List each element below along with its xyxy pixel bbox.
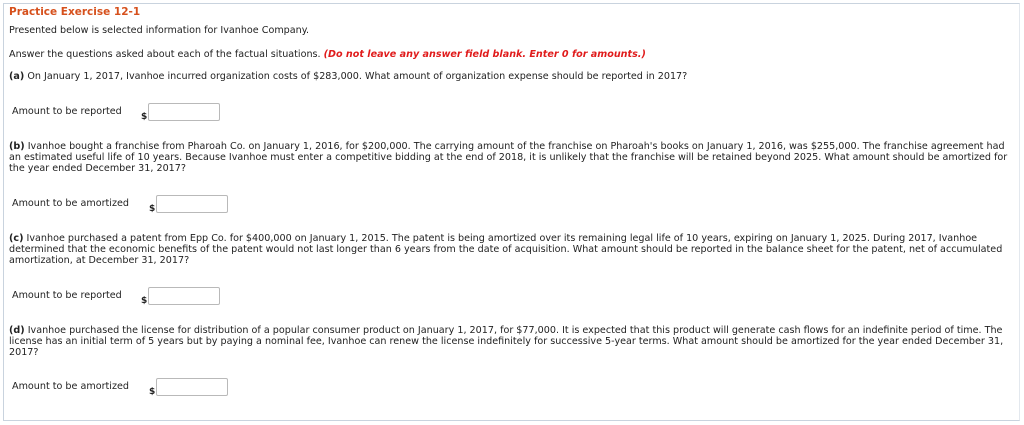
intro-text: Presented below is selected information for Ivanhoe Company. — [9, 25, 310, 36]
answer-a-input[interactable] — [148, 103, 220, 121]
question-d-text: Ivanhoe purchased the license for distribution of a popular consumer product on January 1, 2017, for $77,000. It is expected that this product will generate cash flows for an indefinite period of time. The license has an initial term of 5 years but by paying a nominal fee, Ivanhoe can renew the license indefinitely for successive 5-year terms. What amount should be amortized for the year ended December 31, 2017? — [9, 325, 1004, 358]
question-a-text: On January 1, 2017, Ivanhoe incurred organization costs of $283,000. What amount of organization expense should be reported in 2017? — [27, 71, 688, 82]
answer-b-currency: $ — [149, 204, 156, 214]
question-c-label: (c) — [9, 233, 24, 244]
instructions-warning: (Do not leave any answer field blank. Enter 0 for amounts.) — [323, 49, 646, 60]
answer-c-input[interactable] — [148, 287, 220, 305]
answer-c-label: Amount to be reported — [12, 290, 122, 301]
question-c — [9, 233, 1016, 266]
answer-d-input[interactable] — [156, 378, 228, 396]
answer-d-label: Amount to be amortized — [12, 381, 129, 392]
answer-d-currency: $ — [149, 387, 156, 397]
question-b-label: (b) — [9, 141, 25, 152]
instructions-text: Answer the questions asked about each of the factual situations. — [9, 49, 321, 60]
question-c-text: Ivanhoe purchased a patent from Epp Co. for $400,000 on January 1, 2015. The patent is being amortized over its remaining legal life of 10 years, expiring on January 1, 2025. During 2017, Ivanhoe determined that the economic benefits of the patent would not last longer than 6 years from the date of acquisition. What amount should be reported in the balance sheet for the patent, net of accumulated amortization, at December 31, 2017? — [9, 233, 1003, 266]
question-a — [9, 71, 1016, 82]
question-b — [9, 141, 1016, 174]
answer-c-currency: $ — [141, 296, 148, 306]
instructions — [9, 49, 1016, 60]
exercise-title: Practice Exercise 12-1 — [9, 6, 141, 18]
question-b-text: Ivanhoe bought a franchise from Pharoah Co. on January 1, 2016, for $200,000. The carrying amount of the franchise on Pharoah's books on January 1, 2016, was $255,000. The franchise agreement had an estimated useful life of 10 years. Because Ivanhoe must enter a competitive bidding at the end of 2018, it is unlikely that the franchise will be retained beyond 2025. What amount should be amortized for the year ended December 31, 2017? — [9, 141, 1008, 174]
question-a-label: (a) — [9, 71, 25, 82]
question-d — [9, 325, 1016, 358]
answer-a-label: Amount to be reported — [12, 106, 122, 117]
answer-a-currency: $ — [141, 112, 148, 122]
question-d-label: (d) — [9, 325, 25, 336]
answer-b-input[interactable] — [156, 195, 228, 213]
answer-b-label: Amount to be amortized — [12, 198, 129, 209]
